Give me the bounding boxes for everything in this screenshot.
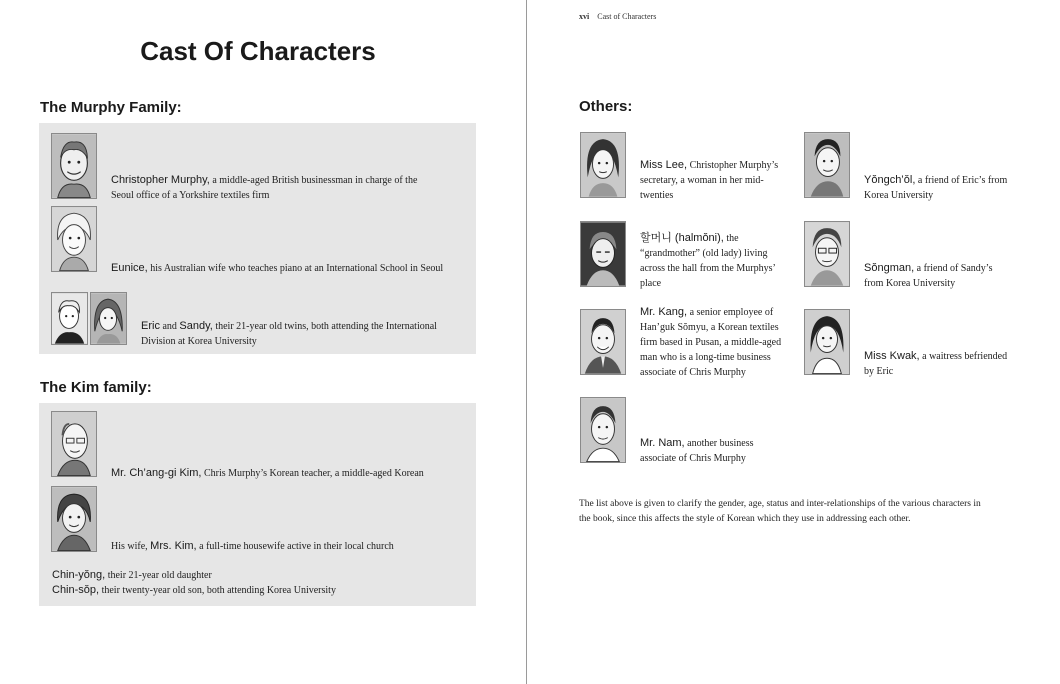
- character-description-cont: Division at Korea University: [141, 336, 257, 347]
- character-name: Eunice,: [111, 262, 148, 274]
- miss-kwak-entry: [864, 349, 1034, 379]
- description-line: by Eric: [864, 366, 894, 377]
- page-number: xvi: [579, 12, 590, 21]
- miss-kwak-portrait: [804, 309, 850, 375]
- page-title: Cast Of Characters: [140, 36, 376, 66]
- others-heading: Others:: [579, 98, 633, 115]
- character-name: Sandy,: [179, 320, 213, 332]
- description-line: Han’guk Sŏmyu, a Korean textiles: [640, 322, 779, 333]
- character-description: their 21-year old daughter: [105, 570, 212, 581]
- halmoni-portrait: [580, 221, 626, 287]
- character-description: their twenty-year old son, both attending Korea University: [99, 585, 336, 596]
- description-line: man who is a long-time business: [640, 352, 771, 363]
- character-name: Miss Lee,: [640, 159, 688, 171]
- character-name: Chin-sŏp,: [52, 584, 100, 596]
- yongchol-portrait: [804, 132, 850, 198]
- christopher-murphy-portrait: [51, 133, 97, 199]
- conjunction: and: [159, 321, 180, 332]
- description-line: secretary, a woman in her mid-: [640, 175, 764, 186]
- mrs-kim-entry: [111, 539, 471, 554]
- description-line: Korea University: [864, 190, 934, 201]
- note-line: The list above is given to clarify the gender, age, status and inter-relationships of the various characters in: [579, 499, 981, 509]
- eunice-entry: [111, 261, 471, 276]
- description-line: twenties: [640, 190, 674, 201]
- character-description: Chris Murphy’s Korean teacher, a middle-aged Korean: [201, 468, 424, 479]
- mr-kang-entry: [640, 305, 800, 380]
- character-name: Christopher Murphy,: [111, 174, 210, 186]
- eunice-portrait: [51, 206, 97, 272]
- character-name: Mr. Kang,: [640, 306, 688, 318]
- songman-entry: [864, 261, 1034, 291]
- songman-portrait: [804, 221, 850, 287]
- description-line: associate of Chris Murphy: [640, 453, 746, 464]
- character-description: their 21-year old twins, both attending the International: [212, 321, 437, 332]
- description-line: firm based in Pusan, a middle-aged: [640, 337, 782, 348]
- miss-lee-portrait: [580, 132, 626, 198]
- character-name: Eric: [141, 320, 160, 332]
- character-prefix: His wife,: [111, 541, 151, 552]
- explanatory-note: [579, 497, 1019, 527]
- character-description: his Australian wife who teaches piano at an International School in Seoul: [147, 263, 444, 274]
- character-name: Sŏngman,: [864, 262, 915, 274]
- eric-portrait: [51, 292, 88, 345]
- mr-nam-entry: [640, 436, 800, 466]
- kim-children-entry: [52, 568, 472, 598]
- running-head-title: Cast of Characters: [597, 12, 657, 21]
- halmoni-entry: [640, 231, 800, 291]
- kim-family-heading: The Kim family:: [40, 379, 152, 396]
- description-line: across the hall from the Murphys’: [640, 263, 776, 274]
- running-head: [579, 12, 656, 21]
- character-name: 할머니 (halmŏni),: [640, 232, 724, 244]
- note-line: the book, since this affects the style of Korean which they use in addressing each other.: [579, 514, 911, 524]
- description-line: the: [723, 233, 739, 244]
- description-line: place: [640, 278, 662, 289]
- character-name: Chin-yŏng,: [52, 569, 106, 581]
- description-line: a senior employee of: [687, 307, 774, 318]
- description-line: another business: [684, 438, 754, 449]
- description-line: “grandmother” (old lady) living: [640, 248, 768, 259]
- character-name: Yŏngch’ŏl,: [864, 174, 916, 186]
- mr-kim-portrait: [51, 411, 97, 477]
- murphy-family-heading: The Murphy Family:: [40, 99, 182, 116]
- description-line: from Korea University: [864, 278, 956, 289]
- miss-lee-entry: [640, 158, 790, 203]
- character-name: Mrs. Kim,: [150, 540, 197, 552]
- mrs-kim-portrait: [51, 486, 97, 552]
- mr-kim-entry: [111, 466, 471, 481]
- mr-kang-portrait: [580, 309, 626, 375]
- character-description: a middle-aged British businessman in charge of the: [209, 175, 418, 186]
- page-divider: [526, 0, 527, 684]
- yongchol-entry: [864, 173, 1034, 203]
- character-description: a full-time housewife active in their local church: [196, 541, 394, 552]
- sandy-portrait: [90, 292, 127, 345]
- character-name: Mr. Ch’ang-gi Kim,: [111, 467, 202, 479]
- twins-entry: [141, 319, 471, 349]
- character-description-cont: Seoul office of a Yorkshire textiles firm: [111, 190, 270, 201]
- character-name: Miss Kwak,: [864, 350, 920, 362]
- character-name: Mr. Nam,: [640, 437, 685, 449]
- description-line: a friend of Eric’s from: [915, 175, 1008, 186]
- description-line: associate of Chris Murphy: [640, 367, 746, 378]
- description-line: Christopher Murphy’s: [687, 160, 779, 171]
- description-line: a waitress befriended: [919, 351, 1008, 362]
- description-line: a friend of Sandy’s: [914, 263, 993, 274]
- mr-nam-portrait: [580, 397, 626, 463]
- christopher-murphy-entry: [111, 173, 471, 203]
